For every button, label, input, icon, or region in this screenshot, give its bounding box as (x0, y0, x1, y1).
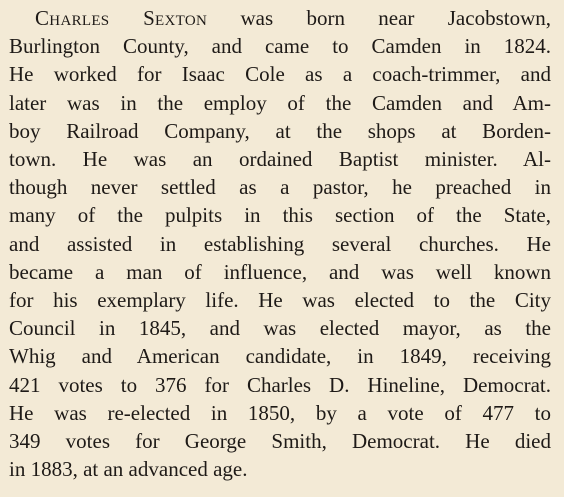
text-line-14: 421 votes to 376 for Charles D. Hineline, Democrat. (9, 373, 551, 397)
text-line-6: town. He was an ordained Baptist minister. Al- (9, 147, 551, 171)
text-line-3: He worked for Isaac Cole as a coach-trimmer, and (9, 62, 551, 86)
person-name: Charles Sexton (35, 6, 208, 30)
text-line-11: for his exemplary life. He was elected to the City (9, 288, 551, 312)
text-line-4: later was in the employ of the Camden and Am- (9, 91, 551, 115)
text-line-13: Whig and American candidate, in 1849, receiving (9, 344, 551, 368)
text-line-16: 349 votes for George Smith, Democrat. He died (9, 429, 551, 453)
text-line-2: Burlington County, and came to Camden in 1824. (9, 34, 551, 58)
text-line-10: became a man of influence, and was well known (9, 260, 551, 284)
text-line-9: and assisted in establishing several churches. He (9, 232, 551, 256)
text-line-1 (35, 5, 551, 31)
text-line-15: He was re-elected in 1850, by a vote of 477 to (9, 401, 551, 425)
text-line-5: boy Railroad Company, at the shops at Borden- (9, 119, 551, 143)
text-line-17: in 1883, at an advanced age. (9, 457, 248, 481)
text-line-1-rest: was born near Jacobstown, (207, 6, 551, 30)
text-line-7: though never settled as a pastor, he preached in (9, 175, 551, 199)
text-line-12: Council in 1845, and was elected mayor, as the (9, 316, 551, 340)
text-line-8: many of the pulpits in this section of the State, (9, 203, 551, 227)
